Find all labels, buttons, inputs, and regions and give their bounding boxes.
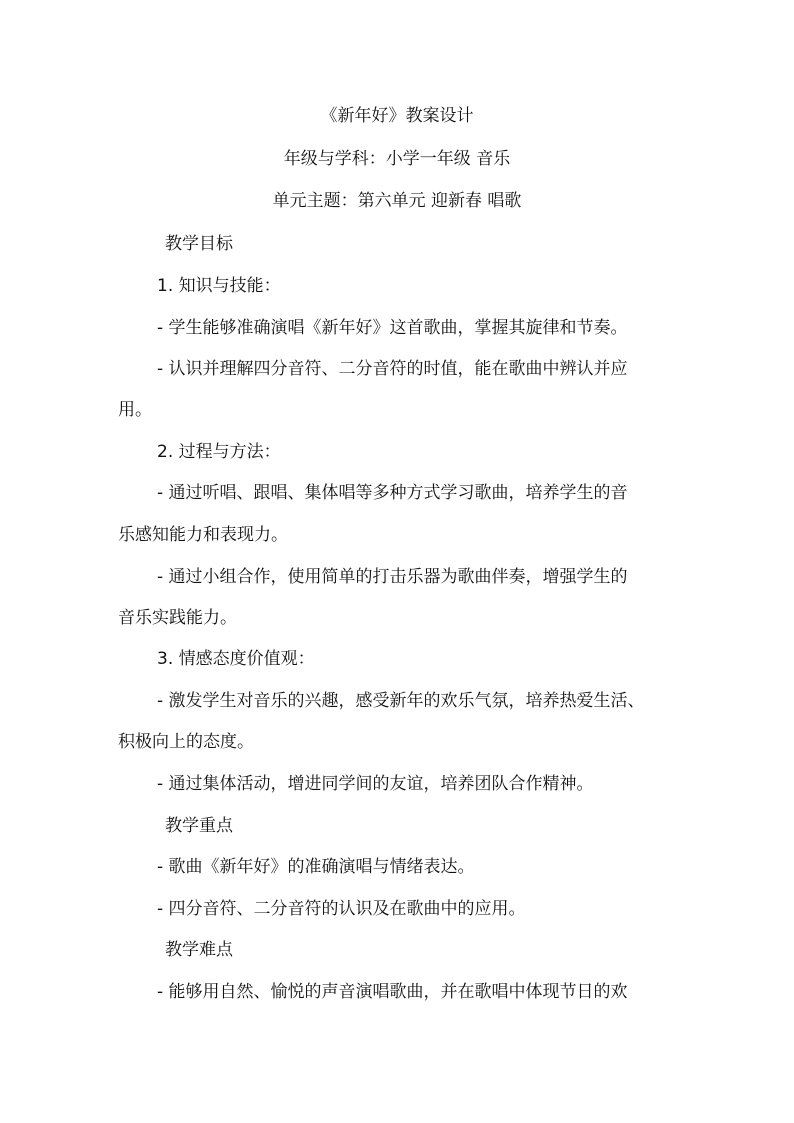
paragraph-line: - 学生能够准确演唱《新年好》这首歌曲，掌握其旋律和节奏。 (157, 318, 628, 338)
section-heading-key-points: 教学重点 (165, 816, 233, 836)
paragraph-line: - 激发学生对音乐的兴趣，感受新年的欢乐气氛，培养热爱生活、 (157, 691, 645, 711)
paragraph-line: 积极向上的态度。 (118, 732, 254, 752)
paragraph-line: - 通过听唱、跟唱、集体唱等多种方式学习歌曲，培养学生的音 (157, 483, 628, 503)
document-title: 《新年好》教案设计 (320, 106, 474, 126)
unit-theme: 单元主题：第六单元 迎新春 唱歌 (272, 191, 522, 211)
subheading-emotion: 3. 情感态度价值观： (157, 649, 315, 669)
paragraph-line: 乐感知能力和表现力。 (118, 525, 288, 545)
paragraph-line: 音乐实践能力。 (118, 608, 237, 628)
grade-subject: 年级与学科：小学一年级 音乐 (283, 149, 511, 169)
subheading-process: 2. 过程与方法： (157, 442, 281, 462)
section-heading-objectives: 教学目标 (165, 234, 233, 254)
paragraph-line: - 四分音符、二分音符的认识及在歌曲中的应用。 (157, 899, 526, 919)
section-heading-difficulties: 教学难点 (165, 940, 233, 960)
paragraph-line: - 能够用自然、愉悦的声音演唱歌曲，并在歌唱中体现节日的欢 (157, 982, 628, 1002)
paragraph-line: - 歌曲《新年好》的准确演唱与情绪表达。 (157, 857, 475, 877)
paragraph-line: - 通过集体活动，增进同学间的友谊，培养团队合作精神。 (157, 774, 594, 794)
paragraph-line: - 认识并理解四分音符、二分音符的时值，能在歌曲中辨认并应 (157, 359, 628, 379)
paragraph-line: 用。 (118, 400, 152, 420)
paragraph-line: - 通过小组合作，使用简单的打击乐器为歌曲伴奏，增强学生的 (157, 567, 628, 587)
subheading-knowledge: 1. 知识与技能： (157, 276, 281, 296)
